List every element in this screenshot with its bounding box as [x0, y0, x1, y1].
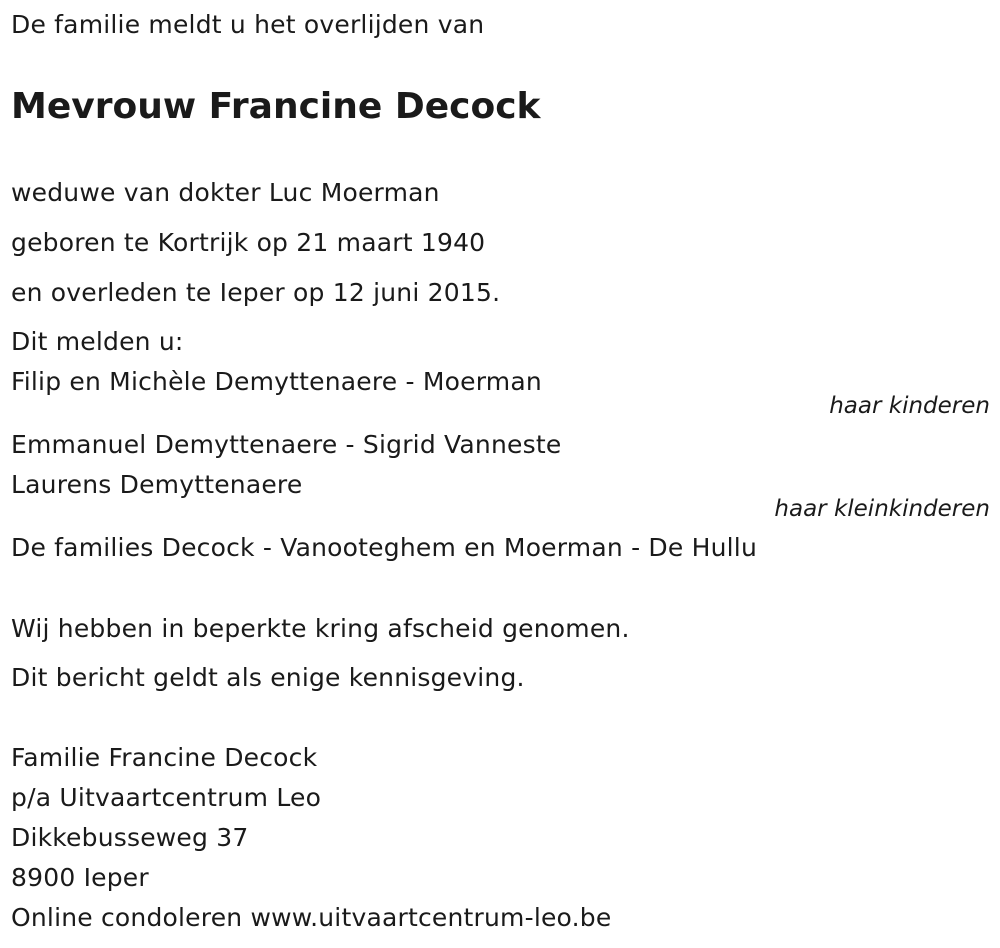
families-text: De families Decock - Vanooteghem en Moerman - De Hullu: [11, 533, 757, 562]
contact-care-of: p/a Uitvaartcentrum Leo: [11, 783, 322, 812]
detail-birth: geboren te Kortrijk op 21 maart 1940: [11, 228, 486, 257]
contact-condolence-link[interactable]: Online condoleren www.uitvaartcentrum-leo.be: [11, 903, 612, 932]
closing-farewell: Wij hebben in beperkte kring afscheid genomen.: [11, 614, 630, 643]
intro-text: De familie meldt u het overlijden van: [11, 10, 485, 39]
deceased-name: Mevrouw Francine Decock: [11, 86, 541, 127]
children-role: haar kinderen: [829, 393, 990, 419]
contact-city: 8900 Ieper: [11, 863, 149, 892]
contact-family: Familie Francine Decock: [11, 743, 318, 772]
announcers-intro: Dit melden u:: [11, 327, 184, 356]
detail-death: en overleden te Ieper op 12 juni 2015.: [11, 278, 501, 307]
closing-notice: Dit bericht geldt als enige kennisgeving.: [11, 663, 525, 692]
children-name: Filip en Michèle Demyttenaere - Moerman: [11, 367, 542, 396]
grandchild-name: Emmanuel Demyttenaere - Sigrid Vanneste: [11, 430, 562, 459]
grandchildren-role: haar kleinkinderen: [774, 496, 990, 522]
contact-street: Dikkebusseweg 37: [11, 823, 249, 852]
detail-widow: weduwe van dokter Luc Moerman: [11, 178, 440, 207]
grandchild-name: Laurens Demyttenaere: [11, 470, 303, 499]
